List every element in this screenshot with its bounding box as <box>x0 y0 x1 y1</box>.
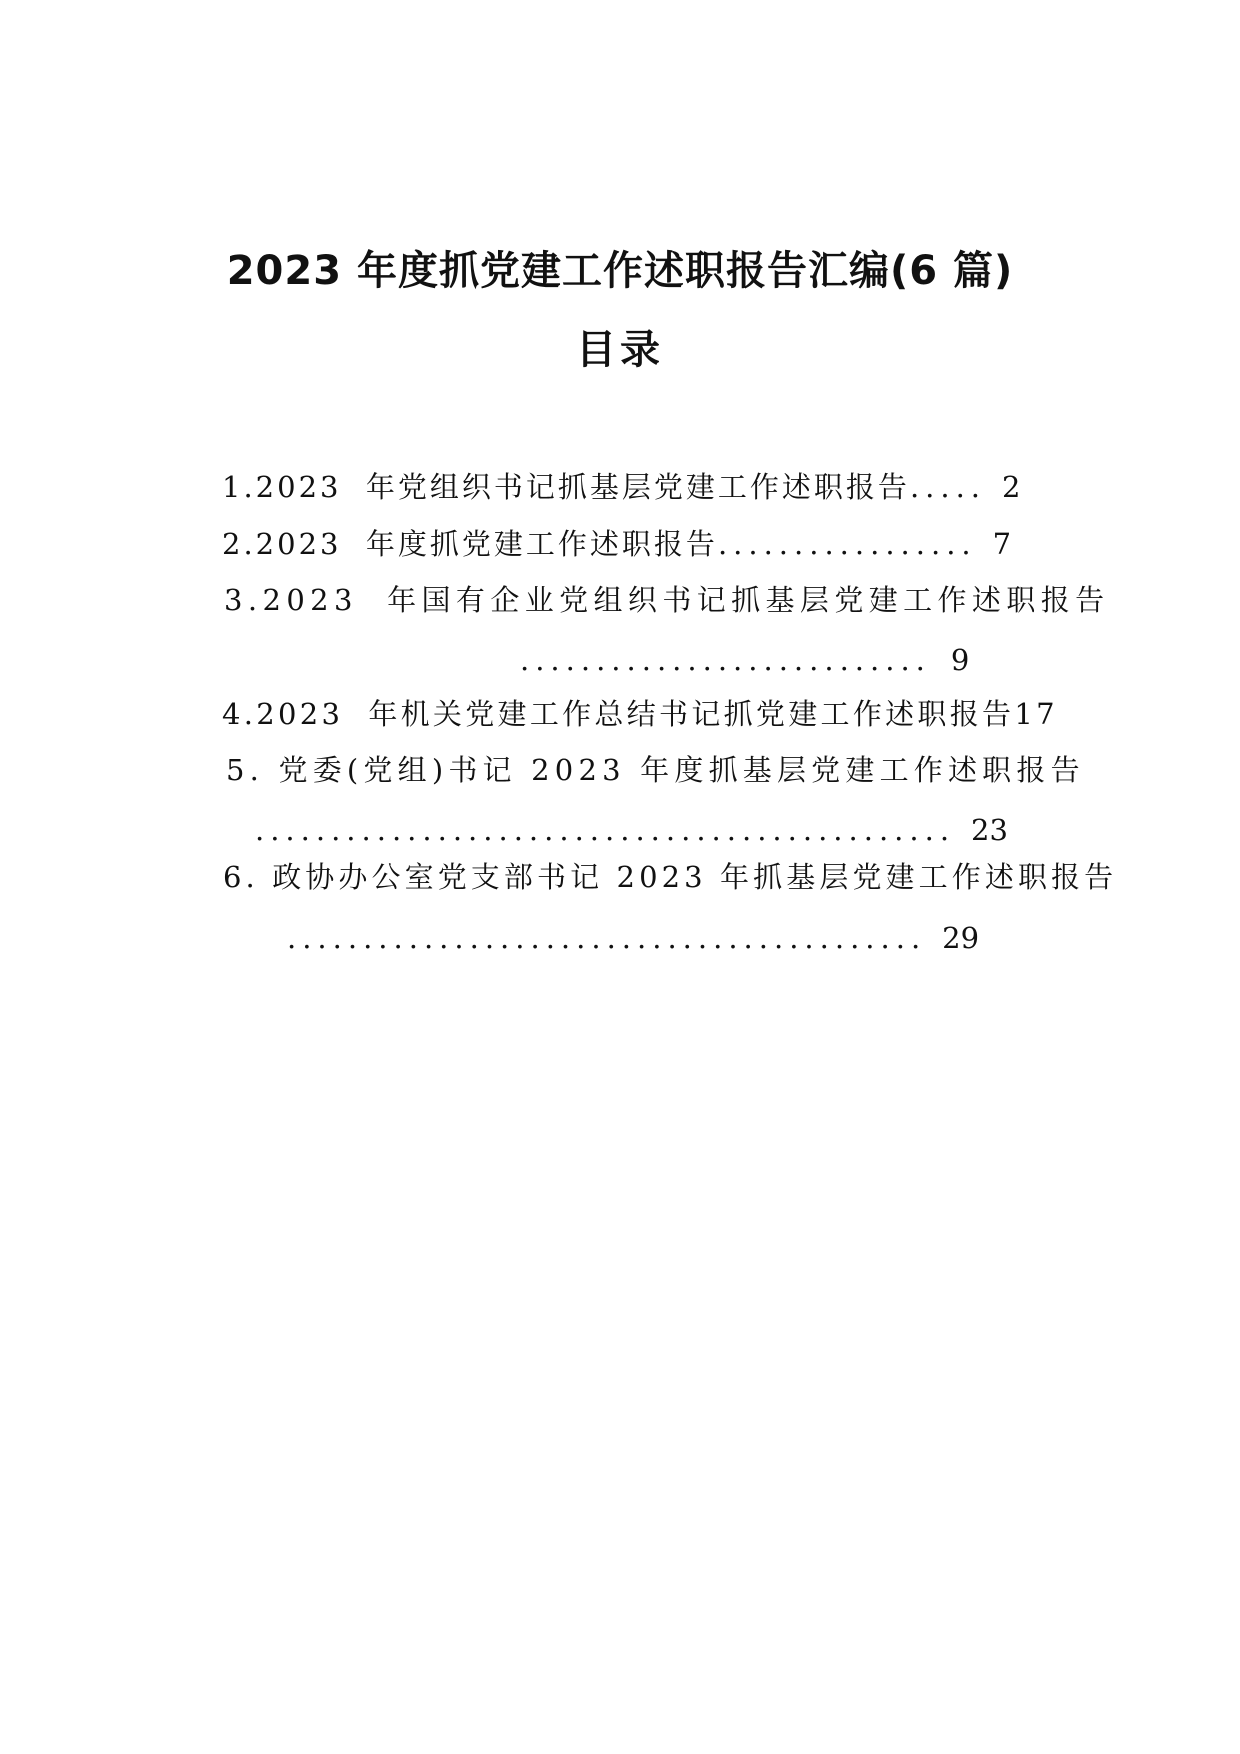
toc-page-number: 23 <box>971 813 1008 847</box>
toc-entry-text: 年机关党建工作总结书记抓党建工作述职报告 <box>368 697 1015 731</box>
toc-entry-1[interactable] <box>222 467 1023 507</box>
toc-entry-number: 6. <box>223 860 259 894</box>
toc-entry-5[interactable] <box>226 750 1085 790</box>
document-title: 2023 年度抓党建工作述职报告汇编(6 篇) <box>226 248 1014 294</box>
toc-page-number: 17 <box>1014 697 1058 731</box>
toc-entry-6-continuation[interactable] <box>287 918 979 958</box>
toc-entry-text: 党委(党组)书记 2023 年度抓基层党建工作述职报告 <box>278 753 1085 787</box>
toc-page-number: 9 <box>950 643 970 677</box>
toc-entry-number: 3.2023 <box>224 583 358 617</box>
toc-entry-text: 年度抓党建工作述职报告 <box>365 527 718 561</box>
toc-entry-number: 4.2023 <box>222 697 344 731</box>
toc-entry-6[interactable] <box>223 857 1117 897</box>
toc-leader-dots: ................. <box>717 527 977 561</box>
toc-page-number: 7 <box>992 527 1015 561</box>
toc-entry-4[interactable] <box>222 694 1058 734</box>
toc-entry-number: 2.2023 <box>222 527 342 561</box>
toc-entry-text: 年国有企业党组织书记抓基层党建工作述职报告 <box>387 583 1110 617</box>
toc-entry-5-continuation[interactable] <box>255 810 1008 850</box>
toc-entry-3-continuation[interactable] <box>520 640 969 680</box>
toc-page-number: 29 <box>942 921 980 955</box>
toc-entry-number: 5. <box>226 753 265 787</box>
toc-leader-dots: ..... <box>909 470 987 504</box>
toc-leader-dots: .......................................... <box>287 921 927 955</box>
toc-entry-text: 政协办公室党支部书记 2023 年抓基层党建工作述职报告 <box>272 860 1118 894</box>
toc-page-number: 2 <box>1002 470 1024 504</box>
toc-entry-2[interactable] <box>222 524 1014 564</box>
toc-entry-number: 1.2023 <box>222 470 342 504</box>
toc-heading: 目录 <box>576 327 664 373</box>
toc-entry-text: 年党组织书记抓基层党建工作述职报告 <box>365 470 910 504</box>
toc-entry-3[interactable] <box>224 580 1110 620</box>
toc-leader-dots: ........................... <box>520 643 931 677</box>
toc-leader-dots: .............................................. <box>255 813 956 847</box>
